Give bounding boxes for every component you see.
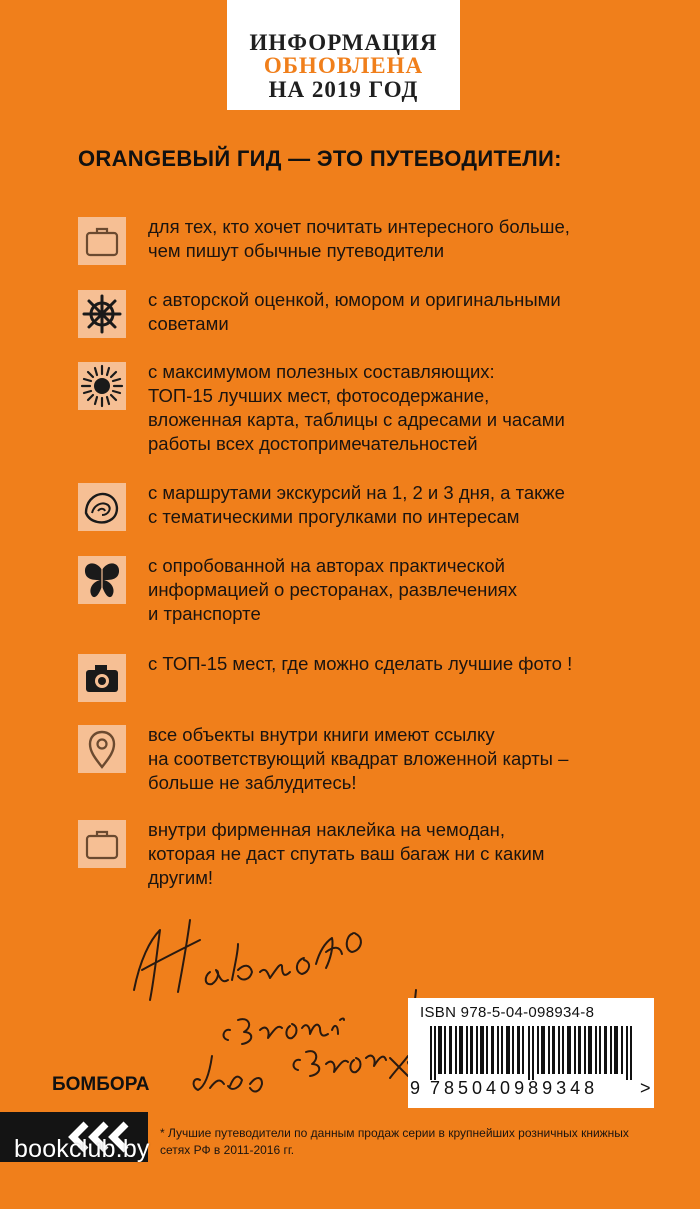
isbn-label: ISBN 978-5-04-098934-8	[420, 1004, 595, 1021]
barcode-guard: >	[640, 1078, 651, 1098]
ship-wheel-icon	[78, 290, 126, 338]
handwritten-signature	[120, 880, 440, 1110]
suitcase-icon	[78, 820, 126, 868]
map-pin-icon	[78, 725, 126, 773]
feature-text-line: с авторской оценкой, юмором и оригинальными	[148, 289, 561, 310]
camera-icon	[78, 654, 126, 702]
feature-text-line: и транспорте	[148, 603, 261, 624]
badge-line-1: ИНФОРМАЦИЯ	[249, 30, 438, 55]
feature-text-line: чем пишут обычные путеводители	[148, 240, 445, 261]
feature-text-line: вложенная карта, таблицы с адресами и часами	[148, 409, 565, 430]
feature-text-line: с маршрутами экскурсий на 1, 2 и 3 дня, а также	[148, 482, 565, 503]
badge-line-2: ОБНОВЛЕНА	[263, 53, 424, 78]
shell-icon	[78, 483, 126, 531]
barcode-first-digit: 9	[410, 1078, 421, 1098]
feature-text-line: с максимумом полезных составляющих:	[148, 361, 495, 382]
page-heading: ORANGEВЫЙ ГИД — ЭТО ПУТЕВОДИТЕЛИ:	[78, 146, 562, 171]
feature-text-line: которая не даст спутать ваш багаж ни с каким	[148, 843, 545, 864]
feature-text-line: с тематическими прогулками по интересам	[148, 506, 520, 527]
info-badge	[227, 0, 460, 110]
feature-text-line: больше не заблудитесь!	[148, 772, 357, 793]
suitcase-icon	[78, 217, 126, 265]
sun-icon	[78, 362, 126, 410]
watermark: bookclub.by	[14, 1135, 150, 1163]
butterfly-icon	[78, 556, 126, 604]
feature-text-line: все объекты внутри книги имеют ссылку	[148, 724, 495, 745]
feature-text-line: для тех, кто хочет почитать интересного больше,	[148, 216, 570, 237]
barcode-digits-rest: 785040989348	[430, 1078, 599, 1098]
feature-text-line: информацией о ресторанах, развлечениях	[148, 579, 517, 600]
feature-text-line: другим!	[148, 867, 214, 888]
feature-text-line: на соответствующий квадрат вложенной карты –	[148, 748, 569, 769]
feature-text-line: работы всех достопримечательностей	[148, 433, 478, 454]
feature-text-line: внутри фирменная наклейка на чемодан,	[148, 819, 506, 840]
feature-text-line: с опробованной на авторах практической	[148, 555, 505, 576]
publisher-logo: БОМБОРА	[52, 1074, 150, 1095]
footnote: * Лучшие путеводители по данным продаж серии в крупнейших розничных книжных сетях РФ в 2011-2016 гг.	[160, 1126, 629, 1157]
feature-text-line: с ТОП-15 мест, где можно сделать лучшие фото !	[148, 653, 573, 674]
feature-text-line: советами	[148, 313, 229, 334]
badge-line-3: НА 2019 ГОД	[268, 77, 419, 102]
isbn-barcode-box	[408, 998, 654, 1108]
feature-text-line: ТОП-15 лучших мест, фотосодержание,	[148, 385, 490, 406]
